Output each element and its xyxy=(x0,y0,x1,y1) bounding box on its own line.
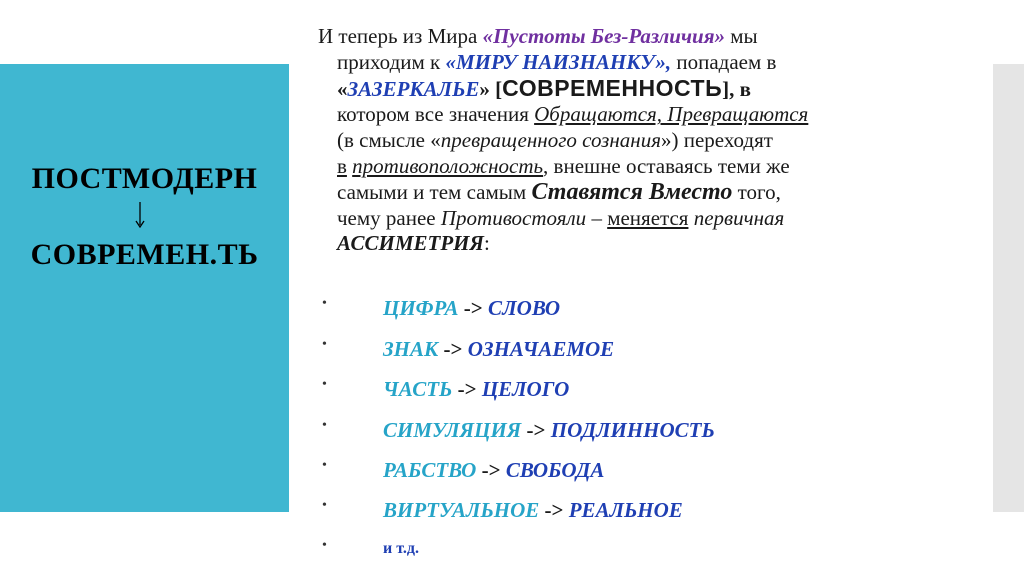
list-item-from: ВИРТУАЛЬНОЕ xyxy=(383,498,540,522)
down-arrow-icon xyxy=(135,202,145,228)
text: ») переходят xyxy=(660,128,773,153)
para-line-9 xyxy=(318,231,918,257)
bullet-icon: • xyxy=(322,296,327,311)
bullet-icon: • xyxy=(322,498,327,513)
left-panel xyxy=(0,64,289,512)
arrow-text: -> xyxy=(438,337,468,361)
text: того, xyxy=(732,179,781,204)
emph-text: «МИРУ НАИЗНАНКУ», xyxy=(445,49,672,74)
list-item-from: РАБСТВО xyxy=(383,458,477,482)
list-item xyxy=(383,296,560,321)
text: – xyxy=(586,205,608,230)
bullet-icon: • xyxy=(322,458,327,473)
left-title-modernity: СОВРЕМЕН.ТЬ xyxy=(30,238,259,271)
list-item-to: ЦЕЛОГО xyxy=(481,377,570,401)
emph-text: превращенного сознания xyxy=(440,128,661,153)
emph-text: СОВРЕМЕННОСТЬ xyxy=(502,74,723,101)
arrow-text: -> xyxy=(539,498,569,522)
list-item-from: СИМУЛЯЦИЯ xyxy=(383,418,522,442)
text: самыми и тем самым xyxy=(337,179,532,204)
emph-text: Ставятся Вместо xyxy=(531,178,733,205)
text: чему ранее xyxy=(337,205,441,230)
arrow-text: -> xyxy=(521,418,551,442)
text: попадаем в xyxy=(671,49,777,74)
left-title-postmodern: ПОСТМОДЕРН xyxy=(31,162,258,195)
text: « xyxy=(482,24,494,48)
list-item-etc: и т.д. xyxy=(383,540,419,557)
list-item-from: ЦИФРА xyxy=(383,296,459,320)
list-item-from: ЧАСТЬ xyxy=(383,377,453,401)
list-item-from: ЗНАК xyxy=(383,337,439,361)
para-line-6 xyxy=(318,154,918,180)
text: , внешне оставаясь теми же xyxy=(543,153,790,178)
emph-text: первичная xyxy=(693,205,785,230)
text: » [ xyxy=(479,76,503,101)
para-line-4 xyxy=(318,102,918,128)
para-line-1 xyxy=(318,24,918,50)
list-item xyxy=(383,377,569,402)
emph-text: меняется xyxy=(607,205,689,230)
text: (в смысле « xyxy=(337,128,441,153)
list-item xyxy=(383,337,614,362)
list-item xyxy=(383,418,715,443)
para-line-2 xyxy=(318,50,918,76)
bullet-icon: • xyxy=(322,418,327,433)
emph-text: Обращаются, Превращаются xyxy=(534,102,809,127)
list-item xyxy=(383,540,419,558)
emph-text: АССИМЕТРИЯ xyxy=(337,231,484,256)
emph-text: противоположность xyxy=(352,153,544,178)
text: « xyxy=(337,76,348,101)
text: в xyxy=(337,153,347,178)
text: » xyxy=(714,24,726,48)
text: котором все значения xyxy=(337,102,535,127)
list-item-to: СЛОВО xyxy=(487,296,561,320)
list-item xyxy=(383,458,604,483)
main-paragraph xyxy=(318,24,918,257)
emph-text: Противостояли xyxy=(440,205,587,230)
list-item-to: ПОДЛИННОСТЬ xyxy=(550,418,715,442)
para-line-3 xyxy=(318,76,918,103)
arrow-text: -> xyxy=(476,458,506,482)
text: приходим к xyxy=(337,49,446,74)
bullet-icon: • xyxy=(322,538,327,553)
emph-text: Пустоты Без-Различия xyxy=(493,24,715,48)
para-line-5 xyxy=(318,128,918,154)
text: : xyxy=(483,231,490,256)
list-item-to: РЕАЛЬНОЕ xyxy=(568,498,683,522)
text: И теперь из Мира xyxy=(318,24,483,48)
arrow-text: -> xyxy=(458,296,488,320)
para-line-8 xyxy=(318,206,918,232)
emph-text: ЗАЗЕРКАЛЬЕ xyxy=(347,76,480,101)
para-line-7 xyxy=(318,180,918,206)
list-item xyxy=(383,498,683,523)
list-item-to: СВОБОДА xyxy=(505,458,605,482)
bullet-icon: • xyxy=(322,377,327,392)
arrow-text: -> xyxy=(452,377,482,401)
right-decor-bar xyxy=(993,64,1024,512)
bullet-icon: • xyxy=(322,337,327,352)
list-item-to: ОЗНАЧАЕМОЕ xyxy=(467,337,615,361)
text: мы xyxy=(725,24,758,48)
text: ], в xyxy=(722,76,751,101)
